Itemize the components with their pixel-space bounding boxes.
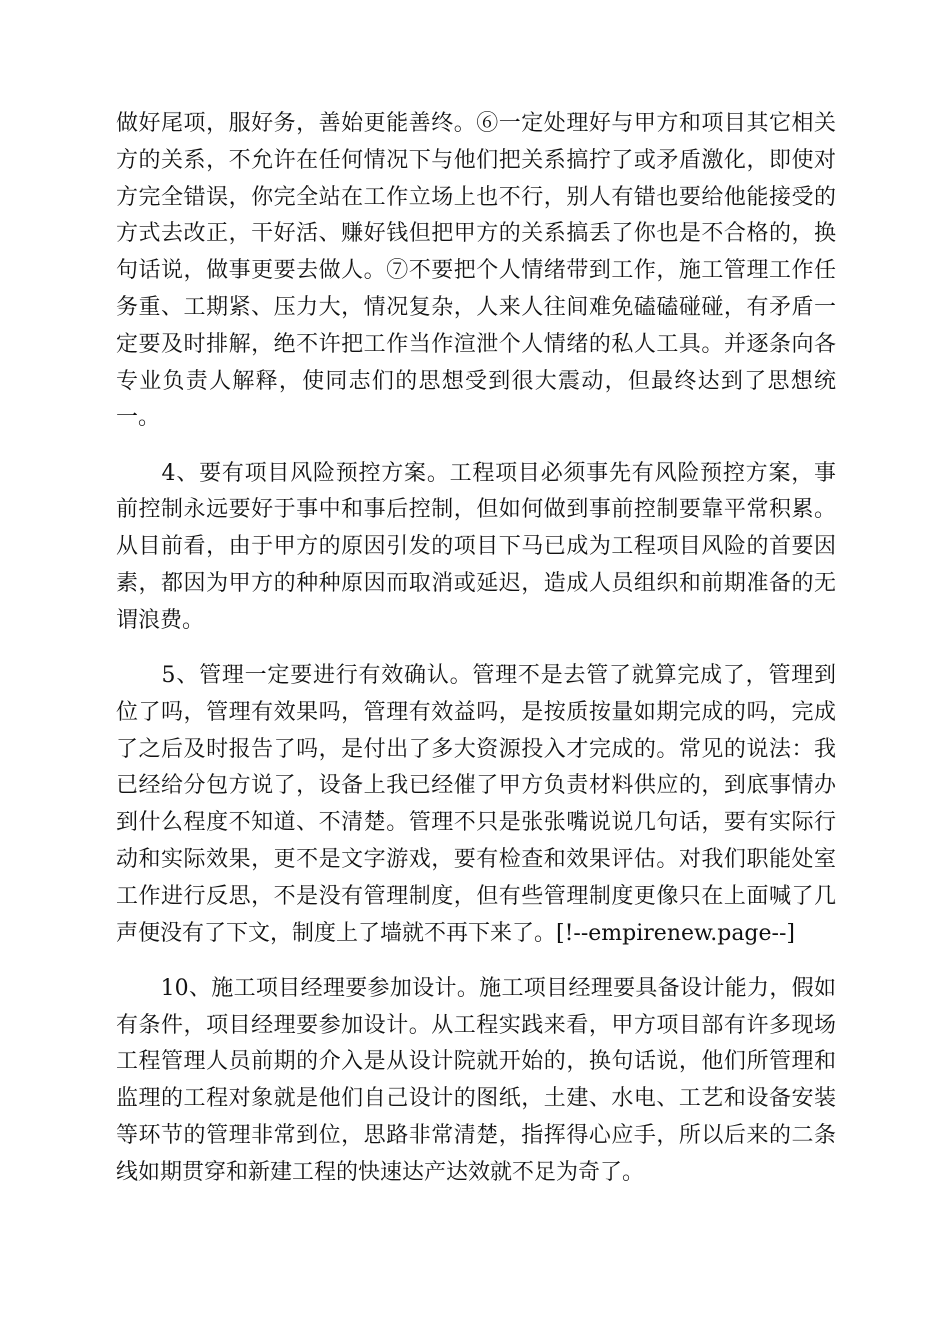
text-line: 监理的工程对象就是他们自己设计的图纸，土建、水电、工艺和设备安装 xyxy=(116,1086,836,1112)
text-line: 动和实际效果，更不是文字游戏，要有检查和效果评估。对我们职能处室 xyxy=(116,846,836,872)
text-line: 等环节的管理非常到位，思路非常清楚，指挥得心应手，所以后来的二条 xyxy=(116,1122,836,1148)
text-line: 方式去改正，干好活、赚好钱但把甲方的关系搞丢了你也是不合格的，换 xyxy=(116,221,836,247)
text-line: 已经给分包方说了，设备上我已经催了甲方负责材料供应的，到底事情办 xyxy=(116,773,836,799)
text-line: 线如期贯穿和新建工程的快速达产达效就不足为奇了。 xyxy=(116,1159,645,1185)
text-line: 从目前看，由于甲方的原因引发的项目下马已成为工程项目风险的首要因 xyxy=(116,534,836,560)
text-line: 前控制永远要好于事中和事后控制，但如何做到事前控制要靠平常积累。 xyxy=(116,497,836,523)
text-line: 务重、工期紧、压力大，情况复杂，人来人往间难免磕磕碰碰，有矛盾一 xyxy=(116,294,836,320)
text-line: 5、管理一定要进行有效确认。管理不是去管了就算完成了，管理到 xyxy=(116,662,836,688)
document-body xyxy=(116,106,836,1210)
paragraph-design-participation xyxy=(116,971,836,1192)
paragraph-relations xyxy=(116,106,836,437)
text-line: 素，都因为甲方的种种原因而取消或延迟，造成人员组织和前期准备的无 xyxy=(116,570,836,596)
text-line: 工作进行反思，不是没有管理制度，但有些管理制度更像只在上面喊了几 xyxy=(116,883,836,909)
text-line: 有条件，项目经理要参加设计。从工程实践来看，甲方项目部有许多现场 xyxy=(116,1012,836,1038)
text-line: 定要及时排解，绝不许把工作当作渲泄个人情绪的私人工具。并逐条向各 xyxy=(116,331,836,357)
text-line: 做好尾项，服好务，善始更能善终。⑥一定处理好与甲方和项目其它相关 xyxy=(116,111,836,136)
text-line: 10、施工项目经理要参加设计。施工项目经理要具备设计能力，假如 xyxy=(116,975,836,1001)
text-line: 方完全错误，你完全站在工作立场上也不行，别人有错也要给他能接受的 xyxy=(116,184,836,210)
text-line: 谓浪费。 xyxy=(116,607,205,633)
text-line: 4、要有项目风险预控方案。工程项目必须事先有风险预控方案，事 xyxy=(116,460,836,486)
text-line: 到什么程度不知道、不清楚。管理不只是张张嘴说说几句话，要有实际行 xyxy=(116,810,836,836)
text-line: 了之后及时报告了吗，是付出了多大资源投入才完成的。常见的说法：我 xyxy=(116,736,836,762)
text-line: 专业负责人解释，使同志们的思想受到很大震动，但最终达到了思想统 xyxy=(116,368,836,394)
text-line: 句话说，做事更要去做人。⑦不要把个人情绪带到工作，施工管理工作任 xyxy=(116,258,836,284)
text-line: 一。 xyxy=(116,405,161,431)
text-line: 方的关系，不允许在任何情况下与他们把关系搞拧了或矛盾激化，即使对 xyxy=(116,147,836,173)
text-line: 声便没有了下文，制度上了墙就不再下来了。[!--empirenew.page--] xyxy=(116,920,795,946)
paragraph-risk-control xyxy=(116,456,836,640)
text-line: 位了吗，管理有效果吗，管理有效益吗，是按质按量如期完成的吗，完成 xyxy=(116,699,836,725)
paragraph-management-confirmation xyxy=(116,658,836,952)
text-line: 工程管理人员前期的介入是从设计院就开始的，换句话说，他们所管理和 xyxy=(116,1049,836,1075)
